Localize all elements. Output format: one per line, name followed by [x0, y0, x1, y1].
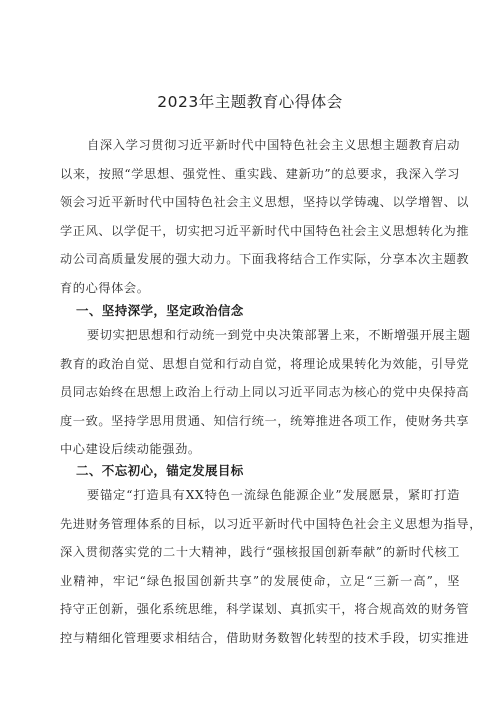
paragraph-line: 育的心得体会。: [60, 280, 150, 295]
paragraph-line: 中心建设后续动能强劲。: [60, 442, 201, 456]
paragraph-line: 要锚定“打造具有XX特色一流绿色能源企业”发展愿景，紧盯打造: [87, 488, 460, 502]
intro-paragraph: [60, 131, 470, 302]
paragraph-line: 持守正创新，强化系统思维，科学谋划、真抓实干，将合规高效的财务管: [60, 602, 470, 616]
paragraph-line: 动公司高质量发展的强大动力。下面我将结合工作实际，分享本次主题教: [60, 252, 470, 266]
paragraph-line: 以来，按照“学思想、强党性、重实践、建新功”的总要求，我深入学习: [60, 166, 460, 181]
section-heading: 一、坚持深学，坚定政治信念: [76, 303, 244, 318]
document-title: 2023年主题教育心得体会: [157, 93, 343, 111]
paragraph-line: 自深入学习贯彻习近平新时代中国特色社会主义思想主题教育启动: [87, 138, 460, 152]
paragraph-line: 教育的政治自觉、思想自觉和行动自觉，将理论成果转化为效能，引导党: [60, 356, 470, 371]
paragraph-line: 员同志始终在思想上政治上行动上同以习近平同志为核心的党中央保持高: [60, 385, 470, 399]
paragraph-line: 业精神，牢记“绿色报国创新共享”的发展使命，立足“三新一高”，坚: [60, 573, 460, 588]
section-heading: 二、不忘初心，锚定发展目标: [76, 463, 244, 478]
paragraph-line: 度一致。坚持学思用贯通、知信行统一，统筹推进各项工作，使财务共享: [60, 413, 470, 428]
paragraph-line: 深入贯彻落实党的二十大精神，践行“强核报国创新奉献”的新时代核工: [60, 545, 460, 559]
paragraph-line: 领会习近平新时代中国特色社会主义思想，坚持以学铸魂、以学增智、以: [60, 195, 470, 209]
paragraph-line: 控与精细化管理要求相结合，借助财务数智化转型的技术手段，切实推进: [60, 630, 470, 645]
paragraph-line: 先进财务管理体系的目标，以习近平新时代中国特色社会主义思想为指导，: [60, 516, 482, 531]
section-2-paragraph: [60, 481, 482, 652]
paragraph-line: 学正风、以学促干，切实把习近平新时代中国特色社会主义思想转化为推: [60, 223, 470, 238]
section-1-paragraph: [60, 321, 471, 464]
paragraph-line: 要切实把思想和行动统一到党中央决策部署上来，不断增强开展主题: [87, 328, 471, 342]
